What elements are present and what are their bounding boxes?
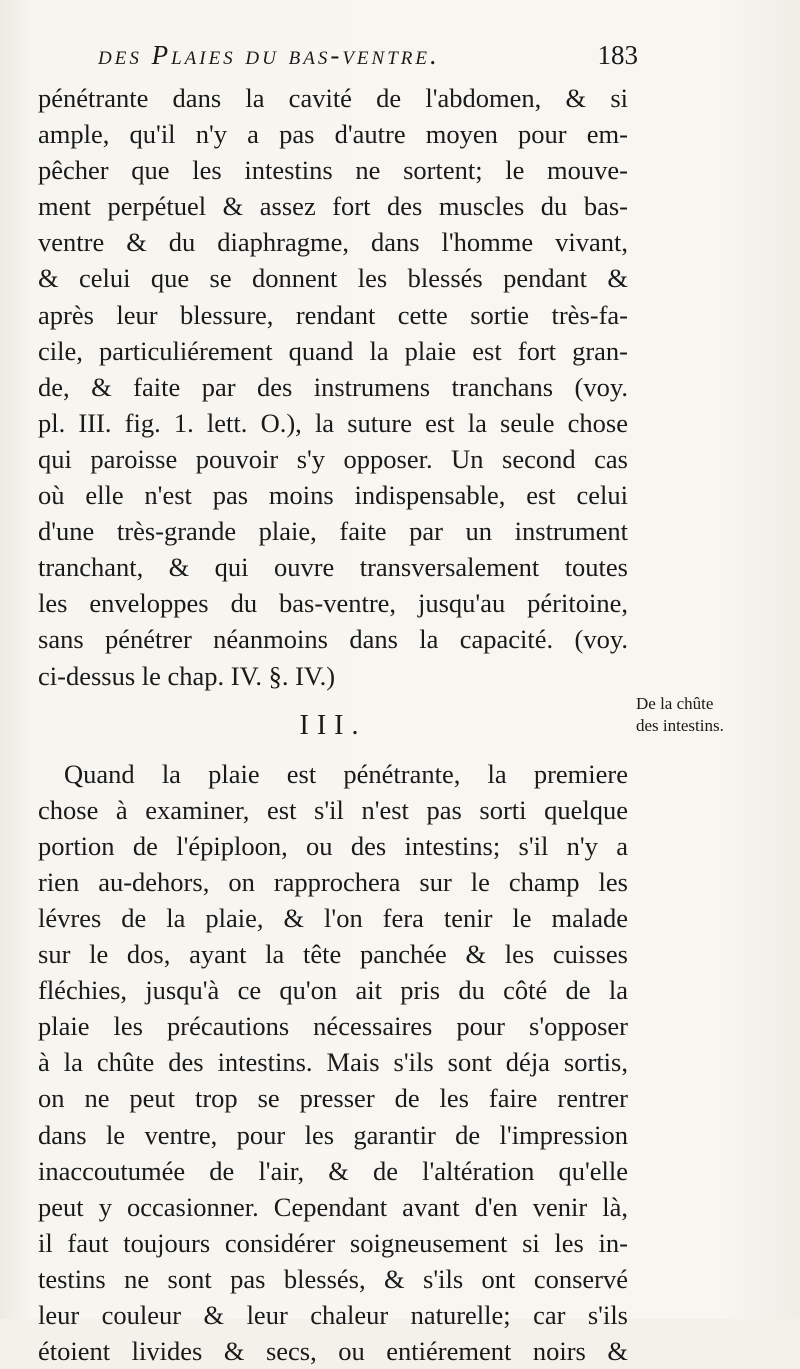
running-title: des Plaies du bas-ventre. (98, 40, 440, 70)
text-line: d'une très-grande plaie, faite par un instrument (38, 516, 628, 547)
text-line: peut y occasionner. Cependant avant d'en venir là, (38, 1191, 628, 1222)
text-line: testins ne sont pas blessés, & s'ils ont conservé (38, 1263, 628, 1294)
margin-note-line: des intestins. (636, 716, 724, 735)
text-line: inaccoutumée de l'air, & de l'altération qu'elle (38, 1155, 628, 1186)
text-line: leur couleur & leur chaleur naturelle; car s'ils (38, 1300, 628, 1330)
text-line: ment perpétuel & assez fort des muscles du bas- (38, 191, 628, 222)
text-line: cile, particuliérement quand la plaie est fort gran- (38, 335, 628, 366)
text-line: & celui que se donnent les blessés pendant & (38, 263, 628, 294)
page-header (98, 40, 638, 80)
section-heading: III. (299, 709, 367, 741)
page-number: 183 (597, 40, 638, 70)
text-line: ci-dessus le chap. IV. §. IV.) (38, 660, 336, 691)
text-line: sur le dos, ayant la tête panchée & les cuisses (38, 939, 628, 970)
text-line: sans pénétrer néanmoins dans la capacité. (voy. (38, 624, 628, 655)
text-line: fléchies, jusqu'à ce qu'on ait pris du côté de la (38, 975, 628, 1006)
text-line: chose à examiner, est s'il n'est pas sorti quelque (38, 794, 628, 825)
text-line: on ne peut trop se presser de les faire rentrer (38, 1083, 628, 1114)
text-line: il faut toujours considérer soigneusement si les in- (38, 1227, 628, 1258)
main-text (38, 80, 628, 1369)
text-line: pêcher que les intestins ne sortent; le mouve- (38, 155, 628, 186)
text-line: ventre & du diaphragme, dans l'homme vivant, (38, 227, 628, 258)
text-line: portion de l'épiploon, ou des intestins; s'il n'y a (38, 830, 628, 861)
margin-note-line: De la chûte (636, 694, 714, 713)
text-line: pl. III. fig. 1. lett. O.), la suture est la seule chose (38, 407, 628, 438)
text-line: lévres de la plaie, & l'on fera tenir le malade (38, 902, 628, 933)
text-line: à la chûte des intestins. Mais s'ils sont déja sortis, (38, 1047, 628, 1078)
show-through-shadow (690, 290, 780, 360)
text-line: tranchant, & qui ouvre transversalement toutes (38, 552, 628, 583)
text-line: dans le ventre, pour les garantir de l'impression (38, 1119, 628, 1150)
text-line: les enveloppes du bas-ventre, jusqu'au péritoine, (38, 588, 628, 619)
margin-note (636, 693, 786, 737)
text-line: plaie les précautions nécessaires pour s'opposer (38, 1011, 628, 1042)
text-line: où elle n'est pas moins indispensable, est celui (38, 480, 628, 511)
text-line: rien au-dehors, on rapprochera sur le champ les (38, 866, 628, 897)
text-line: Quand la plaie est pénétrante, la premiere (64, 758, 628, 789)
text-line: après leur blessure, rendant cette sortie très-fa- (38, 299, 628, 330)
text-line: qui paroisse pouvoir s'y opposer. Un second cas (38, 443, 628, 474)
text-line: étoient livides & secs, ou entiérement noirs & (38, 1336, 628, 1367)
text-line: ample, qu'il n'y a pas d'autre moyen pour em- (38, 119, 628, 150)
text-line: de, & faite par des instrumens tranchans (voy. (38, 371, 628, 402)
text-line: pénétrante dans la cavité de l'abdomen, & si (38, 83, 628, 113)
